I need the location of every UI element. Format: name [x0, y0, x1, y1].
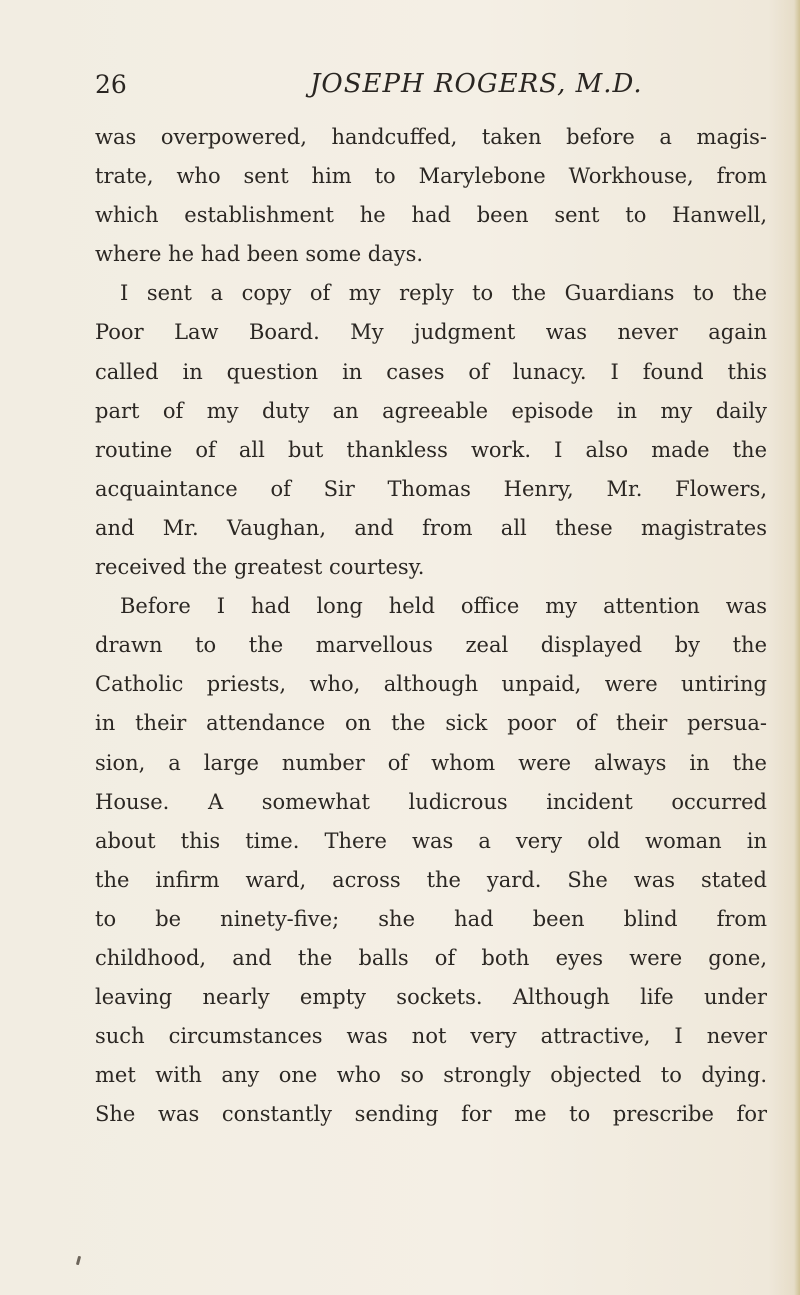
text-line: was overpowered, handcuffed, taken before a magis-	[95, 125, 767, 149]
text-line: sion, a large number of whom were always in the	[95, 750, 767, 775]
text-line: in their attendance on the sick poor of their persua-	[95, 711, 767, 736]
text-line: received the greatest courtesy.	[95, 555, 425, 580]
text-line: childhood, and the balls of both eyes were gone,	[95, 945, 767, 970]
text-line: called in question in cases of lunacy. I found this	[95, 359, 767, 384]
text-line: part of my duty an agreeable episode in my daily	[95, 398, 767, 423]
text-line: Catholic priests, who, although unpaid, were untiring	[95, 672, 767, 697]
text-line: the infirm ward, across the yard. She was stated	[95, 867, 767, 892]
ink-speck	[76, 1256, 81, 1265]
text-line: where he had been some days.	[95, 242, 424, 267]
text-line: drawn to the marvellous zeal displayed by the	[95, 633, 767, 658]
text-line: routine of all but thankless work. I also made the	[95, 437, 767, 462]
text-line: about this time. There was a very old woman in	[95, 828, 767, 853]
running-title: JOSEPH ROGERS, M.D.	[310, 69, 643, 99]
page-number: 26	[95, 70, 127, 99]
text-line: to be ninety-five; she had been blind from	[95, 906, 767, 931]
text-line: leaving nearly empty sockets. Although life under	[95, 985, 767, 1010]
text-line: which establishment he had been sent to Hanwell,	[95, 203, 767, 228]
text-line: such circumstances was not very attractive, I never	[95, 1024, 767, 1049]
body-text	[95, 118, 767, 1134]
text-line: met with any one who so strongly objected to dying.	[95, 1063, 767, 1088]
running-head	[0, 66, 800, 106]
paragraph-start-line: Before I had long held office my attention was	[120, 594, 767, 619]
text-line: She was constantly sending for me to prescribe for	[95, 1102, 767, 1127]
text-line: and Mr. Vaughan, and from all these magistrates	[95, 515, 767, 540]
text-line: acquaintance of Sir Thomas Henry, Mr. Flowers,	[95, 476, 767, 501]
text-line: Poor Law Board. My judgment was never again	[95, 320, 767, 345]
text-line: trate, who sent him to Marylebone Workhouse, from	[95, 164, 767, 189]
text-line: House. A somewhat ludicrous incident occurred	[95, 789, 767, 814]
page-edge	[794, 0, 800, 1295]
paragraph-start-line: I sent a copy of my reply to the Guardians to the	[120, 281, 767, 306]
